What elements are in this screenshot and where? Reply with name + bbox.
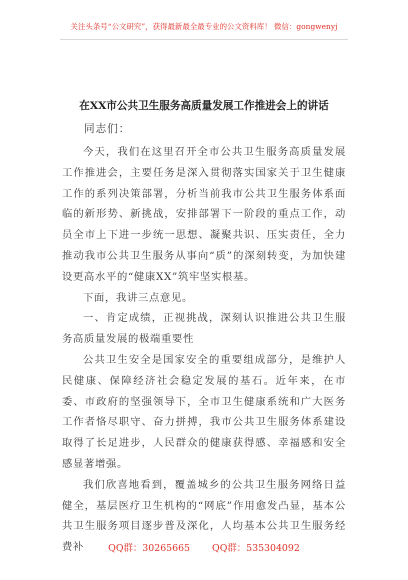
footer-qq-group-1: QQ群：30265665 bbox=[108, 543, 191, 554]
greeting: 同志们： bbox=[84, 123, 131, 135]
paragraph-body-2: 我们欣喜地看到，覆盖城乡的公共卫生服务网络日益健全，基层医疗卫生机构的“网底”作用愈发凸显，基本公共卫生服务项目逐步普及深化，人均基本公共卫生服务经费补 bbox=[62, 478, 346, 554]
header-divider bbox=[60, 39, 348, 40]
document-title: 在XX市公共卫生服务高质量发展工作推进会上的讲话 bbox=[79, 100, 329, 112]
paragraph-intro: 今天，我们在这里召开全市公共卫生服务高质量发展工作推进会，主要任务是深入贯彻落实国家关于卫生健康工作的系列决策部署，分析当前我市公共卫生服务体系面临的新形势、新挑战，安排部署下一阶段的重点工作，动员全市上下进一步统一思想、凝聚共识、压实责任，全力推动我市公共卫生服务从事向“质”的深刻转变，为加快建设更高水平的“健康XX”筑牢坚实根基。 bbox=[62, 146, 346, 283]
paragraph-body-1: 公共卫生安全是国家安全的重要组成部分，是维护人民健康、保障经济社会稳定发展的基石。近年来，在市委、市政府的坚强领导下，全市卫生健康系统和广大医务工作者恪尽职守、奋力拼搏，我市公共卫生服务体系建设取得了长足进步，人民群众的健康获得感、幸福感和安全感显著增强。 bbox=[62, 353, 346, 470]
document-body bbox=[62, 142, 346, 558]
header-banner: 关注头条号“公文研究”，获得最新最全最专业的公文资料库！ 微信：gongwenyj bbox=[70, 22, 338, 31]
paragraph-outline: 下面，我讲三点意见。 bbox=[83, 291, 193, 304]
section-heading-1: 一、肯定成绩，正视挑战，深刻认识推进公共卫生服务高质量发展的极端重要性 bbox=[62, 312, 346, 346]
footer bbox=[0, 540, 408, 554]
footer-qq-group-2: QQ群：535304092 bbox=[212, 543, 300, 554]
